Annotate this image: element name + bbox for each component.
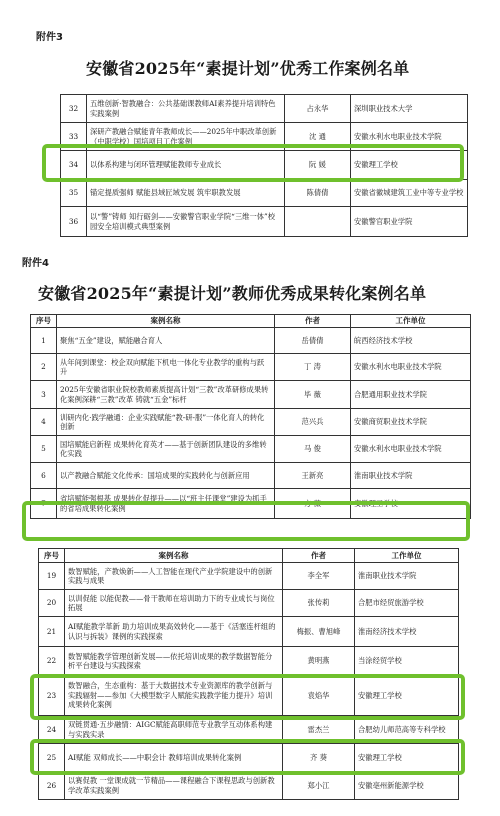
table-row: [39, 647, 459, 676]
row-number: 26: [39, 772, 65, 800]
row-number: 23: [39, 676, 65, 716]
row-number: 20: [39, 590, 65, 617]
case-name: AI赋能教学革新 助力培训成果高效转化——基于《活塞连杆组的认识与拆装》课例的实践探索: [65, 617, 283, 647]
header-work-unit: 工作单位: [351, 315, 471, 328]
work-unit: 安徽理工学校: [355, 744, 459, 772]
table-row: [31, 409, 471, 436]
case-name: 锚定提质强师 赋能县域匠域发展 筑牢职教发展: [87, 180, 285, 207]
work-unit: 安徽警官职业学院: [351, 207, 468, 237]
case-name: 训研内化·践学融通：企业实践赋能“教-研-服”一体化育人的转化创新: [57, 409, 275, 436]
work-unit: 皖西经济技术学校: [351, 328, 471, 354]
work-unit: 淮南职业技术学院: [351, 463, 471, 489]
author: 范兴兵: [275, 409, 351, 436]
row-number: 35: [61, 180, 87, 207]
annex3-title: 安徽省2025年“素提计划”优秀工作案例名单: [86, 59, 410, 78]
row-number: 4: [31, 409, 57, 436]
author: 沈 通: [285, 123, 351, 151]
author: 占永华: [285, 95, 351, 123]
row-number: 1: [31, 328, 57, 354]
author: 齐 葵: [283, 744, 355, 772]
row-number: 32: [61, 95, 87, 123]
annex3-table: [60, 94, 468, 237]
header-number: 序号: [31, 315, 57, 328]
case-name: 省培赋能强根基 成果转化促提升——以“班主任课堂”建设为抓手的省培成果转化案例: [57, 489, 275, 519]
table-row: [31, 489, 471, 519]
table-row: [31, 328, 471, 354]
case-name: 双链贯通·五步融情：AIGC赋能高职师范专业教学互动体系构建与实践实录: [65, 716, 283, 744]
author: 丁 涛: [275, 354, 351, 381]
row-number: 7: [31, 489, 57, 519]
case-name: 以“警”铸师 知行砺剑——安徽警官职业学院“三维一体”校园安全培训模式典型案例: [87, 207, 285, 237]
annex3-page: [30, 14, 480, 246]
row-number: 3: [31, 381, 57, 409]
table-header-row: [31, 315, 471, 328]
case-name: 数智赋能，产教焕新——人工智能在现代产业学院建设中的创新实践与成果: [65, 563, 283, 590]
annex4-page: [20, 248, 482, 546]
case-name: 国培赋能启新程 成果转化育英才——基于创新团队建设的多维转化实践: [57, 436, 275, 463]
table-row: [39, 772, 459, 800]
annex4-table: [30, 314, 471, 519]
table-row: [31, 381, 471, 409]
annex3-label: 附件3: [36, 32, 63, 43]
work-unit: 合肥通用职业技术学院: [351, 381, 471, 409]
table-row: [39, 563, 459, 590]
work-unit: 安徽省徽城建筑工业中等专业学校: [351, 180, 468, 207]
row-number: 34: [61, 151, 87, 180]
row-number: 2: [31, 354, 57, 381]
author: 黄明燕: [283, 647, 355, 676]
work-unit: 淮南经济技术学校: [355, 617, 459, 647]
header-work-unit: 工作单位: [355, 549, 459, 563]
work-unit: 安徽水利水电职业技术学院: [351, 436, 471, 463]
work-unit: 合肥市经贸旅游学校: [355, 590, 459, 617]
case-name: 2025年安徽省职业院校教师素质提高计划“三教”改革研修成果转化案例深耕“三教”改革 铸就“五金”标杆: [57, 381, 275, 409]
author: 王新亮: [275, 463, 351, 489]
author: 郑小江: [283, 772, 355, 800]
table-row: [31, 436, 471, 463]
row-number: 5: [31, 436, 57, 463]
author: 岳倩倩: [275, 328, 351, 354]
author: [285, 207, 351, 237]
header-author: 作者: [275, 315, 351, 328]
work-unit: 安徽理工学校: [351, 151, 468, 180]
work-unit: 安徽亳州新能源学校: [355, 772, 459, 800]
header-case-name: 案例名称: [57, 315, 275, 328]
author: 阮 媛: [285, 151, 351, 180]
case-name: 数智融合，生态重构：基于大数据技术专业资源库的教学创新与实践辐射——参加《大模型数字人赋能实践教学能力提升》培训成果转化案例: [65, 676, 283, 716]
table-row: [39, 744, 459, 772]
author: 方 薇: [275, 489, 351, 519]
case-name: 数智赋能教学管理创新发展——依托培训成果的教学数据智能分析平台建设与实践探索: [65, 647, 283, 676]
work-unit: 深圳职业技术大学: [351, 95, 468, 123]
work-unit: 当涂经贸学校: [355, 647, 459, 676]
annex4-title: 安徽省2025年“素提计划”教师优秀成果转化案例名单: [38, 284, 427, 303]
case-name: 以体系构建与闭环管理赋能教师专业成长: [87, 151, 285, 180]
table-row: [61, 207, 468, 237]
table-row: [39, 676, 459, 716]
table-row: [61, 180, 468, 207]
work-unit: 合肥幼儿师范高等专科学校: [355, 716, 459, 744]
author: 雷杰兰: [283, 716, 355, 744]
header-case-name: 案例名称: [65, 549, 283, 563]
case-name: 以训促能 以能促教——骨干教师在培训助力下的专业成长与岗位拓展: [65, 590, 283, 617]
case-name: 以赛促教 一堂课成就一节精品——课程融合下课程思政与创新教学改革实践案例: [65, 772, 283, 800]
row-number: 6: [31, 463, 57, 489]
author: 袁焰华: [283, 676, 355, 716]
header-number: 序号: [39, 549, 65, 563]
table-row: [39, 716, 459, 744]
header-author: 作者: [283, 549, 355, 563]
row-number: 25: [39, 744, 65, 772]
table-row: [61, 151, 468, 180]
table-row: [61, 95, 468, 123]
row-number: 24: [39, 716, 65, 744]
annex4-continued-page: [30, 548, 470, 816]
case-name: 聚焦“五金”建设，赋能融合育人: [57, 328, 275, 354]
row-number: 19: [39, 563, 65, 590]
annex4-continued-table: [38, 548, 459, 800]
row-number: 36: [61, 207, 87, 237]
case-name: 五维创新·智教融合：公共基础课教师AI素养提升培训特色实践案例: [87, 95, 285, 123]
case-name: 深研产教融合赋能青年教师成长——2025年中职改革创新（中职学校）国培项目工作案例: [87, 123, 285, 151]
work-unit: 安徽水利水电职业技术学院: [351, 354, 471, 381]
work-unit: 安徽商贸职业技术学院: [351, 409, 471, 436]
row-number: 33: [61, 123, 87, 151]
work-unit: 安徽理工学校: [355, 676, 459, 716]
table-header-row: [39, 549, 459, 563]
author: 张传莉: [283, 590, 355, 617]
case-name: AI赋能 双师成长——中职会计 教师培训成果转化案例: [65, 744, 283, 772]
work-unit: 淮南职业技术学院: [355, 563, 459, 590]
annex4-label: 附件4: [22, 258, 49, 269]
work-unit: 安徽理工学校: [351, 489, 471, 519]
table-row: [31, 354, 471, 381]
case-name: 从年间到课堂：校企双向赋能下机电一体化专业教学的重构与跃升: [57, 354, 275, 381]
table-row: [61, 123, 468, 151]
author: 梅振、曹旭峰: [283, 617, 355, 647]
row-number: 22: [39, 647, 65, 676]
case-name: 以产教融合赋能文化传承：国培成果的实践转化与创新应用: [57, 463, 275, 489]
author: 陈倩倩: [285, 180, 351, 207]
table-row: [31, 463, 471, 489]
author: 毕 薇: [275, 381, 351, 409]
table-row: [39, 617, 459, 647]
row-number: 21: [39, 617, 65, 647]
author: 马 俊: [275, 436, 351, 463]
author: 李全军: [283, 563, 355, 590]
table-row: [39, 590, 459, 617]
work-unit: 安徽水利水电职业技术学院: [351, 123, 468, 151]
